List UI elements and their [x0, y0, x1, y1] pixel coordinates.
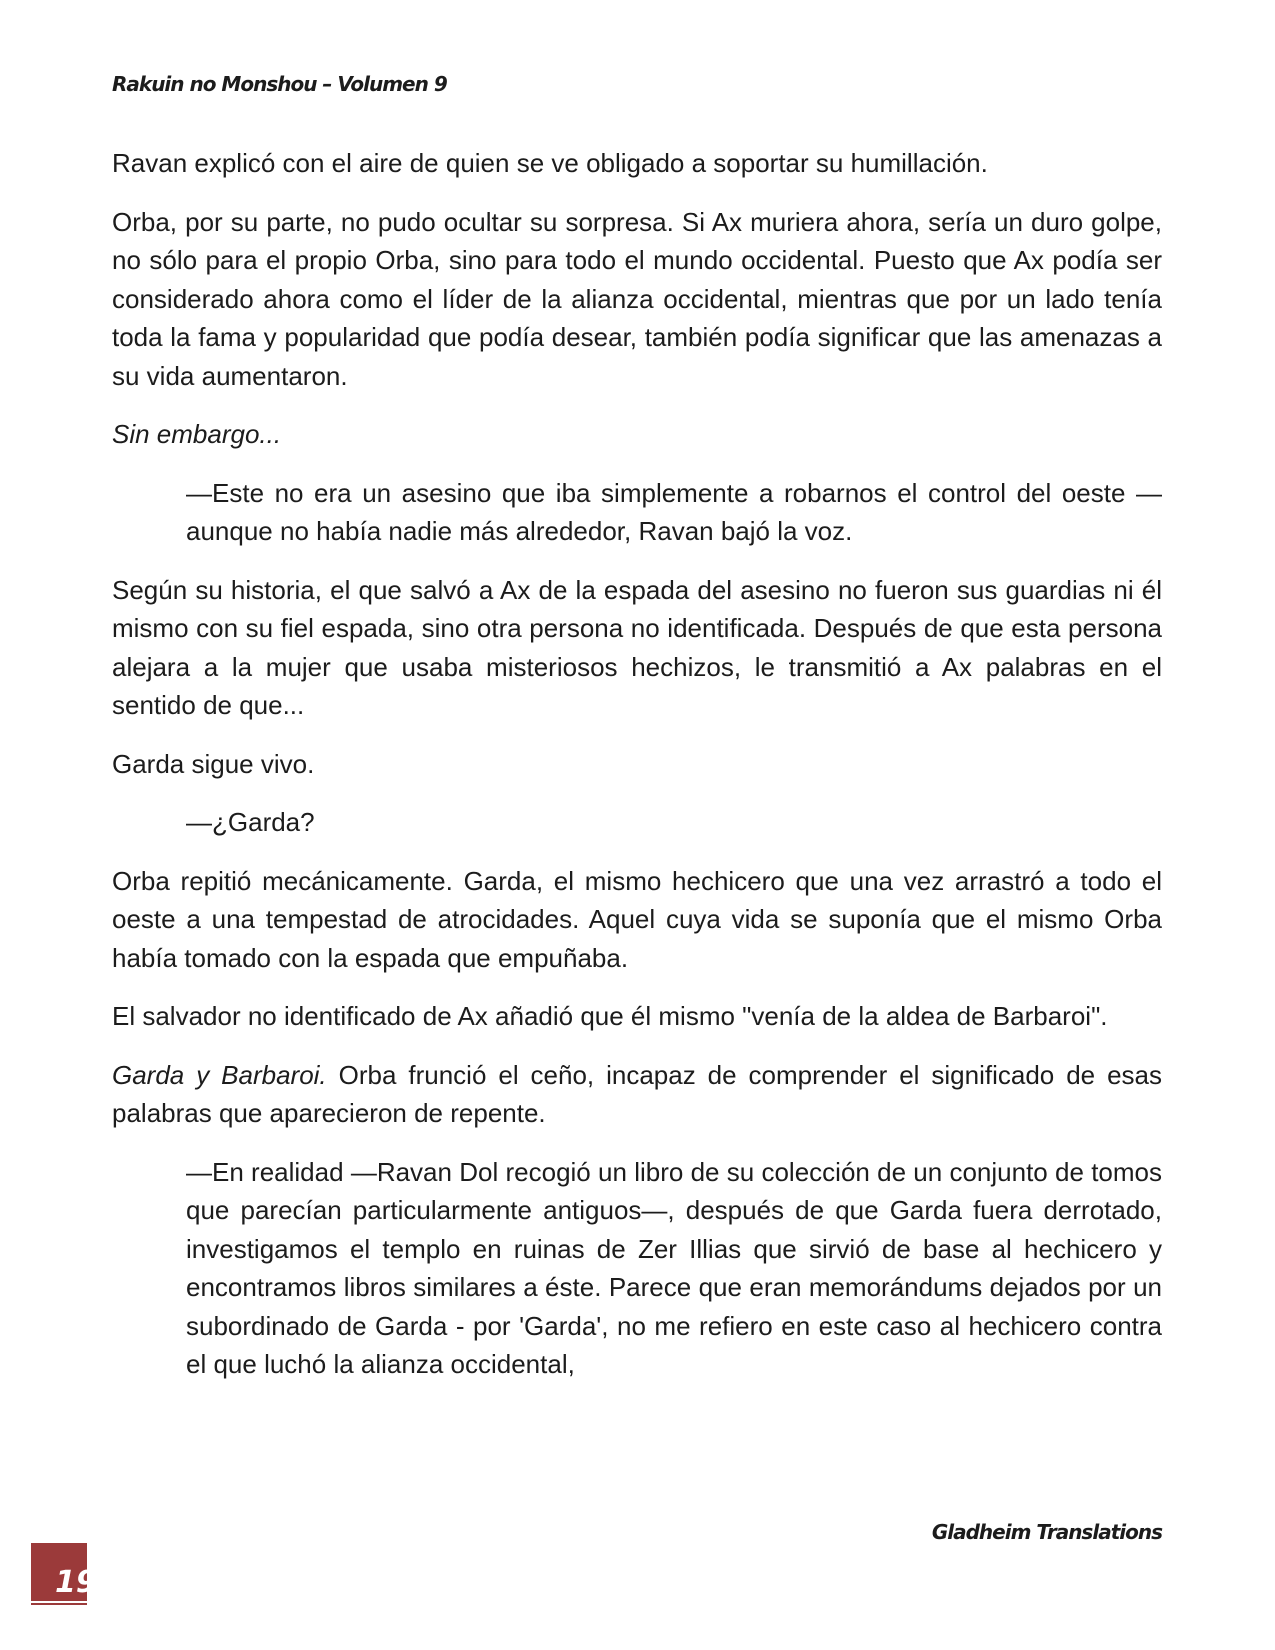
page-number-badge	[31, 1543, 97, 1605]
paragraph: Garda sigue vivo.	[112, 748, 315, 779]
paragraph-italic: Sin embargo...	[112, 419, 282, 449]
page-number-underline	[31, 1601, 87, 1603]
paragraph-rest: Orba frunció el ceño, incapaz de comprender el significado de esas palabras que aparecieron de repente.	[112, 1059, 1162, 1128]
paragraph: Orba, por su parte, no pudo ocultar su sorpresa. Si Ax muriera ahora, sería un duro golpe, no sólo para el propio Orba, sino para todo el mundo occidental. Puesto que Ax podía ser considerado ahora como el líder de la alianza occidental, mientras que por un lado tenía toda la fama y popularidad que podía desear, también podía significar que las amenazas a su vida aumentaron.	[112, 206, 1162, 391]
running-header: Rakuin no Monshou – Volumen 9	[112, 72, 447, 96]
paragraph: Ravan explicó con el aire de quien se ve obligado a soportar su humillación.	[112, 148, 988, 178]
dialogue-paragraph: —Este no era un asesino que iba simplemente a robarnos el control del oeste —aunque no había nadie más alrededor, Ravan bajó la voz.	[186, 477, 1162, 546]
footer-credit: Gladheim Translations	[931, 1520, 1162, 1544]
paragraph: El salvador no identificado de Ax añadió que él mismo "venía de la aldea de Barbaroi".	[112, 1001, 1108, 1031]
body-text	[112, 144, 1162, 1404]
paragraph: Orba repitió mecánicamente. Garda, el mismo hechicero que una vez arrastró a todo el oeste a una tempestad de atrocidades. Aquel cuya vida se suponía que el mismo Orba había tomado con la espada que empuñaba.	[112, 865, 1162, 973]
dialogue-paragraph: —¿Garda?	[186, 807, 315, 837]
paragraph: Según su historia, el que salvó a Ax de la espada del asesino no fueron sus guardias ni él mismo con su fiel espada, sino otra persona no identificada. Después de que esta persona alejara a la mujer que usaba misteriosos hechizos, le transmitió a Ax palabras en el sentido de que...	[112, 574, 1162, 720]
dialogue-paragraph: —En realidad —Ravan Dol recogió un libro de su colección de un conjunto de tomos que parecían particularmente antiguos—, después de que Garda fuera derrotado, investigamos el templo en ruinas de Zer Illias que sirvió de base al hechicero y encontramos libros similares a éste. Parece que eran memorándums dejados por un subordinado de Garda - por 'Garda', no me refiero en este caso al hechicero contra el que luchó la alianza occidental,	[186, 1156, 1162, 1379]
page-number: 19	[55, 1565, 97, 1600]
italic-phrase: Garda y Barbaroi.	[112, 1059, 327, 1090]
paragraph	[112, 1056, 1162, 1133]
